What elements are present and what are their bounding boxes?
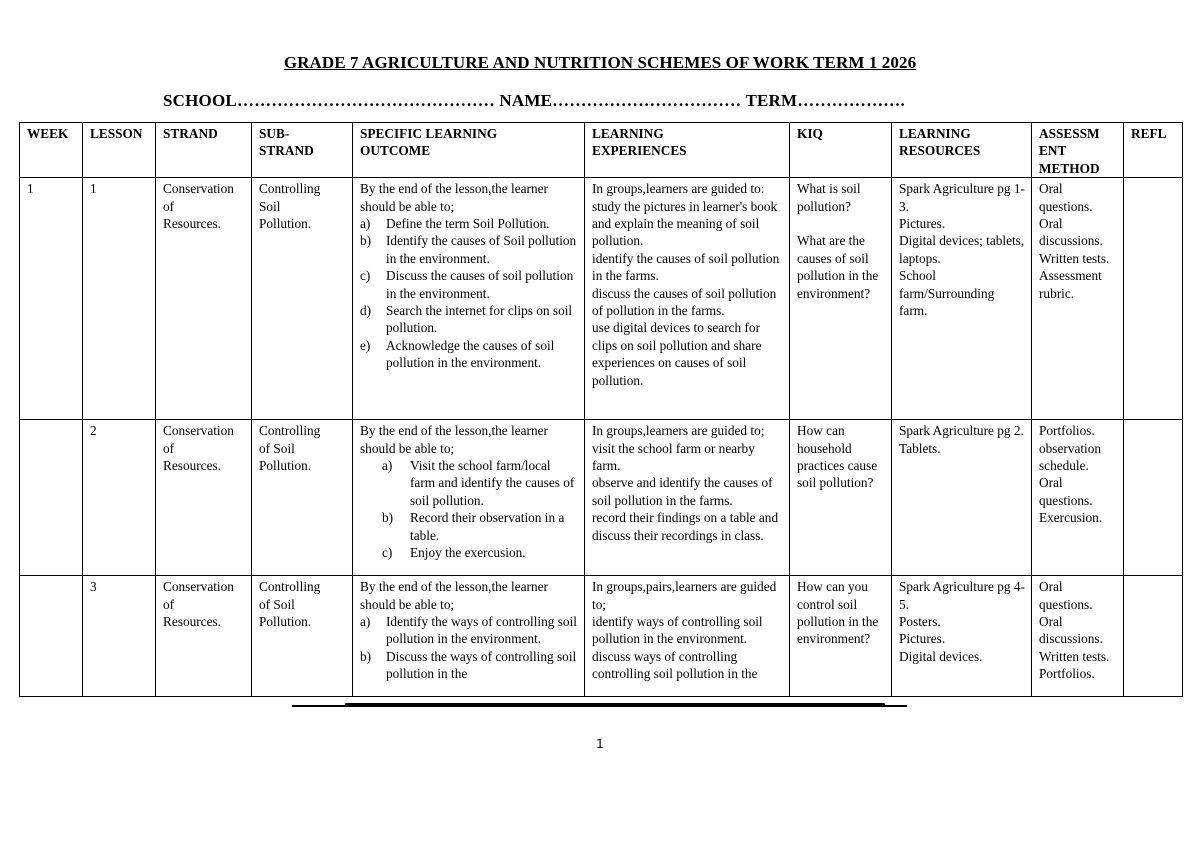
sub-strand-cell: Controlling of Soil Pollution. (252, 420, 353, 576)
header-reflection: REFL (1124, 123, 1183, 178)
lesson-cell: 3 (83, 576, 156, 697)
lesson-cell: 2 (83, 420, 156, 576)
table-row (20, 576, 1183, 697)
outcome-intro: By the end of the lesson,the learner should be able to; (360, 181, 548, 214)
header-kiq: KIQ (790, 123, 892, 178)
assessment-cell: Portfolios. observation schedule. Oral questions. Exercusion. (1032, 420, 1124, 576)
experiences-text: In groups,pairs,learners are guided to; identify ways of controlling soil pollution in the environment. discuss ways of controlling controlling soil pollution in the (592, 579, 777, 682)
experiences-cell: In groups,learners are guided to; visit the school farm or nearby farm. observe and identify the causes of soil pollution in the farms. record their findings on a table and discuss their recordings in class. (585, 420, 790, 576)
table-row (20, 178, 1183, 420)
assessment-cell: Oral questions. Oral discussions. Written tests. Portfolios. (1032, 576, 1124, 697)
kiq-cell: What is soil pollution? What are the causes of soil pollution in the environment? (790, 178, 892, 420)
strand-cell: Conservation of Resources. (156, 178, 252, 420)
outcome-item: b) Discuss the ways of controlling soil pollution in the (360, 648, 577, 682)
header-learning-experiences: LEARNING EXPERIENCES (585, 123, 790, 178)
outcome-item: a) Identify the ways of controlling soil pollution in the environment. (360, 614, 577, 647)
resources-cell: Spark Agriculture pg 4-5. Posters. Pictures. Digital devices. (892, 576, 1032, 697)
header-assessment-method: ASSESSM ENT METHOD (1032, 123, 1124, 178)
outcome-item: c) Enjoy the exercusion. (382, 545, 526, 561)
footer-rule-thick (345, 703, 885, 706)
header-lesson: LESSON (83, 123, 156, 178)
resources-cell: Spark Agriculture pg 1-3. Pictures. Digital devices; tablets, laptops. School farm/Surrounding farm. (892, 178, 1032, 420)
school-name-term-line: SCHOOL……………………………………… NAME…………………………… TERM………………. (163, 91, 905, 110)
document-title: GRADE 7 AGRICULTURE AND NUTRITION SCHEMES OF WORK TERM 1 2026 (283, 53, 917, 72)
assessment-cell: Oral questions. Oral discussions. Written tests. Assessment rubric. (1032, 178, 1124, 420)
week-cell (20, 420, 83, 576)
reflection-cell[interactable] (1124, 576, 1183, 697)
outcome-intro: By the end of the lesson,the learner should be able to; (360, 423, 548, 456)
outcome-list (360, 215, 579, 372)
outcome-item: e) Acknowledge the causes of soil pollution in the environment. (360, 337, 555, 371)
table-row (20, 420, 1183, 576)
outcome-cell (353, 576, 585, 697)
outcome-cell (353, 420, 585, 576)
header-week: WEEK (20, 123, 83, 178)
kiq-cell: How can household practices cause soil pollution? (790, 420, 892, 576)
header-specific-learning-outcome: SPECIFIC LEARNING OUTCOME (353, 123, 585, 178)
outcome-item: a) Define the term Soil Pollution. (360, 216, 550, 232)
header-learning-resources: LEARNING RESOURCES (892, 123, 1032, 178)
outcome-list (360, 613, 579, 683)
lesson-cell: 1 (83, 178, 156, 420)
resources-cell: Spark Agriculture pg 2. Tablets. (892, 420, 1032, 576)
experiences-cell: In groups,learners are guided to: study the pictures in learner's book and explain the meaning of soil pollution. identify the causes of soil pollution in the farms. discuss the causes of soil pollution of pollution in the farms. use digital devices to search for clips on soil pollution and share experiences on causes of soil pollution. (585, 178, 790, 420)
header-strand: STRAND (156, 123, 252, 178)
header-sub-strand: SUB- STRAND (252, 123, 353, 178)
outcome-cell (353, 178, 585, 420)
page-number: 1 (596, 737, 604, 751)
reflection-cell[interactable] (1124, 178, 1183, 420)
outcome-item: b) Identify the causes of Soil pollution in the environment. (360, 233, 577, 266)
outcome-item: b) Record their observation in a table. (382, 510, 565, 543)
outcome-clip (360, 578, 579, 694)
table-header-row (20, 123, 1183, 178)
outcome-intro: By the end of the lesson,the learner should be able to; (360, 579, 548, 612)
kiq-cell: How can you control soil pollution in the environment? (790, 576, 892, 697)
outcome-list (360, 457, 579, 561)
strand-cell: Conservation of Resources. (156, 420, 252, 576)
outcome-item: c) Discuss the causes of soil pollution in the environment. (360, 268, 574, 301)
outcome-item: d) Search the internet for clips on soil pollution. (360, 303, 573, 336)
sub-strand-cell: Controlling of Soil Pollution. (252, 576, 353, 697)
week-cell (20, 576, 83, 697)
schemes-of-work-table (19, 122, 1183, 697)
sub-strand-cell: Controlling Soil Pollution. (252, 178, 353, 420)
experiences-cell (585, 576, 790, 697)
reflection-cell[interactable] (1124, 420, 1183, 576)
strand-cell: Conservation of Resources. (156, 576, 252, 697)
week-cell: 1 (20, 178, 83, 420)
outcome-item: a) Visit the school farm/local farm and identify the causes of soil pollution. (382, 458, 575, 508)
